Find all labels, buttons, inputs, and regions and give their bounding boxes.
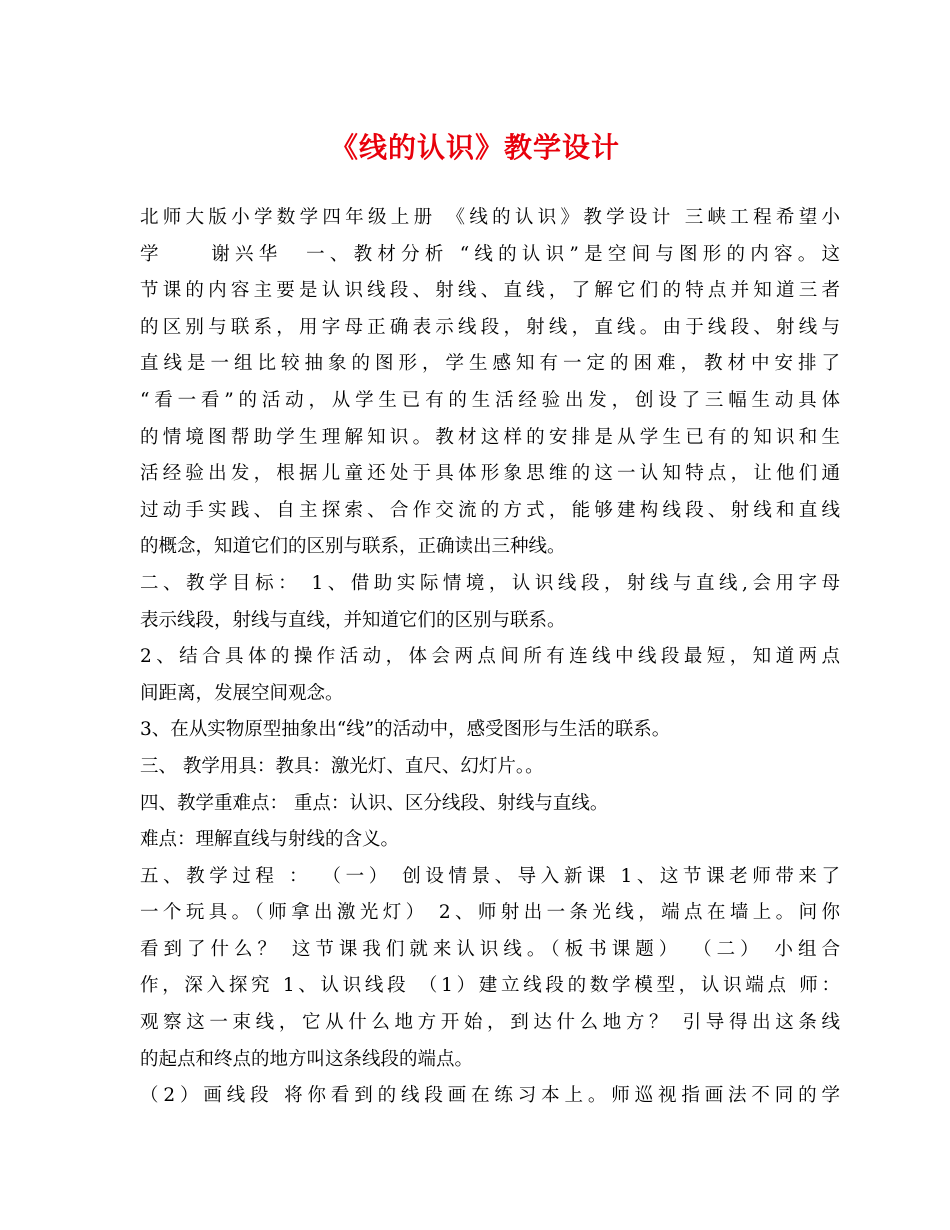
text-line: 一个玩具。（师拿出激光灯） 2、师射出一条光线，端点在墙上。问你 bbox=[140, 902, 840, 924]
text-line: 间距离，发展空间观念。 bbox=[140, 682, 344, 704]
text-line: 作，深入探究 1、认识线段 （1）建立线段的数学模型，认识端点 师： bbox=[140, 975, 840, 997]
text-line: 学 谢兴华 一、教材分析 “线的认识”是空间与图形的内容。这 bbox=[140, 243, 840, 265]
text-line: 三、 教学用具：教具：激光灯、直尺、幻灯片。。 bbox=[140, 755, 544, 777]
text-line: 过动手实践、自主探索、合作交流的方式，能够建构线段、射线和直线 bbox=[140, 499, 840, 521]
text-line: “看一看”的活动，从学生已有的生活经验出发，创设了三幅生动具体 bbox=[140, 389, 840, 411]
text-line: 观察这一束线，它从什么地方开始，到达什么地方？ 引导得出这条线 bbox=[140, 1012, 840, 1034]
text-line: 北师大版小学数学四年级上册 《线的认识》教学设计 三峡工程希望小 bbox=[140, 207, 840, 228]
text-line: 的区别与联系，用字母正确表示线段，射线，直线。由于线段、射线与 bbox=[140, 316, 840, 338]
text-line: 表示线段，射线与直线，并知道它们的区别与联系。 bbox=[140, 609, 566, 631]
text-line: 四、教学重难点： 重点：认识、区分线段、射线与直线。 bbox=[140, 792, 609, 814]
text-line: 的起点和终点的地方叫这条线段的端点。 bbox=[140, 1048, 474, 1070]
document-title: 《线的认识》教学设计 bbox=[329, 131, 620, 164]
text-line: 二、教学目标： 1、借助实际情境，认识线段，射线与直线,会用字母 bbox=[140, 572, 840, 594]
text-line: 看到了什么？ 这节课我们就来认识线。（板书课题） （二） 小组合 bbox=[140, 938, 840, 960]
text-line: 的概念，知道它们的区别与联系，正确读出三种线。 bbox=[140, 536, 566, 558]
text-line: 五、教学过程 ： （一） 创设情景、导入新课 1、这节课老师带来了 bbox=[140, 865, 840, 887]
text-line: 活经验出发，根据儿童还处于具体形象思维的这一认知特点，让他们通 bbox=[140, 463, 840, 485]
text-line: 的情境图帮助学生理解知识。教材这样的安排是从学生已有的知识和生 bbox=[140, 426, 840, 448]
document-body bbox=[140, 200, 840, 1115]
text-line: 3、在从实物原型抽象出“线”的活动中，感受图形与生活的联系。 bbox=[140, 719, 671, 741]
text-line: （2）画线段 将你看到的线段画在练习本上。师巡视指画法不同的学 bbox=[140, 1085, 840, 1107]
text-line: 节课的内容主要是认识线段、射线、直线，了解它们的特点并知道三者 bbox=[140, 280, 840, 302]
text-line: 直线是一组比较抽象的图形，学生感知有一定的困难，教材中安排了 bbox=[140, 353, 840, 375]
text-line: 2、结合具体的操作活动，体会两点间所有连线中线段最短，知道两点 bbox=[140, 646, 840, 668]
text-line: 难点：理解直线与射线的含义。 bbox=[140, 829, 400, 851]
